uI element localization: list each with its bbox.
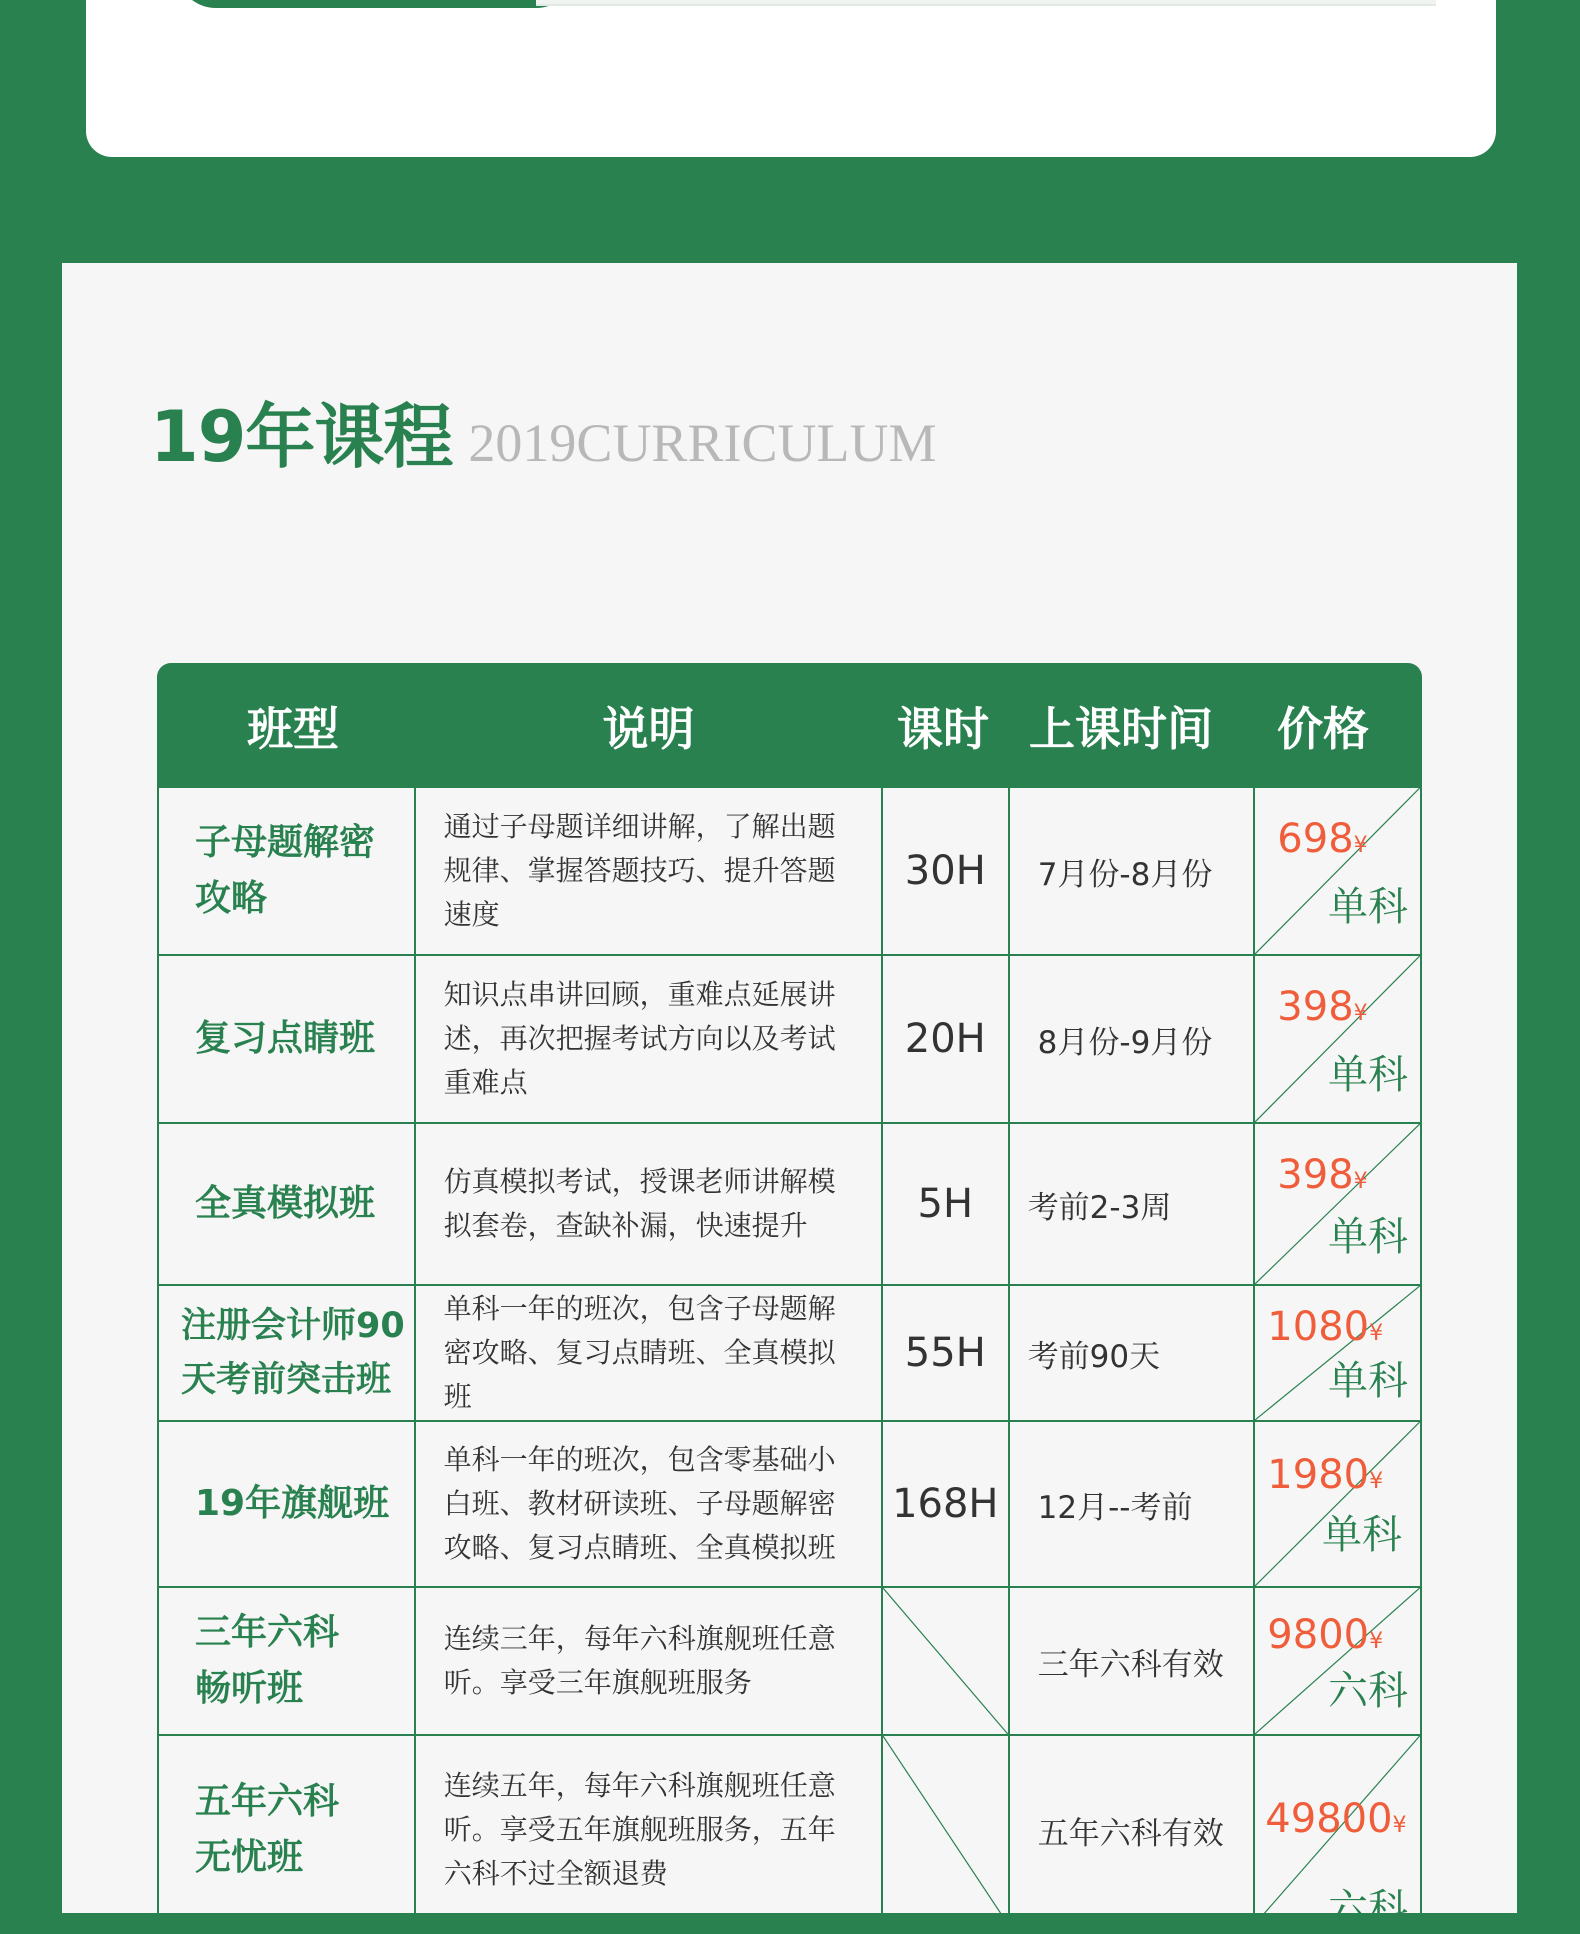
header-price: 价格 — [1277, 701, 1369, 756]
previous-section-card — [86, 0, 1496, 157]
price-currency: ¥ — [1353, 1169, 1368, 1194]
price-cell — [1255, 1588, 1422, 1734]
header-class-type: 班型 — [247, 701, 339, 756]
price-unit: 单科 — [1328, 1358, 1409, 1404]
table-row — [157, 1124, 1422, 1286]
section-title — [150, 381, 936, 482]
header-description: 说明 — [602, 701, 695, 756]
hours-empty-cell — [883, 1588, 1010, 1734]
class-schedule: 考前90天 — [1027, 1338, 1161, 1375]
class-schedule: 五年六科有效 — [1037, 1815, 1224, 1852]
class-hours: 30H — [904, 848, 986, 894]
class-hours: 20H — [904, 1016, 986, 1062]
class-hours: 55H — [904, 1330, 986, 1376]
class-schedule: 8月份-9月份 — [1037, 1024, 1213, 1061]
price-value: 1080 — [1267, 1304, 1370, 1350]
empty-divider-line — [883, 1588, 1008, 1734]
table-row — [157, 1286, 1422, 1422]
price-currency: ¥ — [1369, 1321, 1384, 1346]
class-description: 连续五年，每年六科旗舰班任意听。享受五年旗舰班服务，五年六科不过全额退费 — [443, 1769, 836, 1890]
price-value: 698 — [1277, 816, 1354, 862]
class-description: 连续三年，每年六科旗舰班任意听。享受三年旗舰班服务 — [443, 1622, 836, 1699]
class-name: 19年旗舰班 — [195, 1483, 390, 1524]
section-title-cn: 19年课程 — [150, 396, 453, 478]
table-row — [157, 1736, 1422, 1932]
price-currency: ¥ — [1353, 1001, 1368, 1026]
header-hours: 课时 — [897, 701, 989, 756]
class-name: 子母题解密攻略 — [195, 822, 376, 919]
class-name: 三年六科畅听班 — [195, 1612, 340, 1709]
class-schedule: 12月--考前 — [1037, 1489, 1193, 1526]
section-title-en: 2019CURRICULUM — [468, 413, 937, 473]
table-row — [157, 1422, 1422, 1588]
price-value: 9800 — [1267, 1612, 1370, 1658]
header-schedule: 上课时间 — [1029, 701, 1213, 756]
class-description: 单科一年的班次，包含零基础小白班、教材研读班、子母题解密攻略、复习点睛班、全真模拟班 — [443, 1443, 836, 1564]
table-row — [157, 956, 1422, 1124]
hours-empty-cell — [883, 1736, 1010, 1924]
price-unit: 单科 — [1328, 884, 1408, 930]
curriculum-panel — [62, 263, 1517, 1932]
price-cell — [1255, 1736, 1422, 1932]
light-input-bar — [536, 0, 1436, 6]
class-name: 全真模拟班 — [195, 1183, 376, 1224]
class-description: 仿真模拟考试，授课老师讲解模拟套卷，查缺补漏，快速提升 — [443, 1165, 836, 1242]
price-cell — [1255, 1124, 1422, 1284]
table-header — [157, 663, 1422, 788]
table-row — [157, 1588, 1422, 1736]
class-description: 知识点串讲回顾，重难点延展讲述，再次把握考试方向以及考试重难点 — [443, 978, 836, 1099]
price-value: 398 — [1277, 1152, 1354, 1198]
price-unit: 六科 — [1327, 1886, 1408, 1932]
table-row — [157, 788, 1422, 956]
class-name: 五年六科无忧班 — [195, 1781, 340, 1878]
class-schedule: 考前2-3周 — [1027, 1189, 1172, 1226]
price-unit: 单科 — [1328, 1214, 1409, 1260]
class-schedule: 三年六科有效 — [1037, 1646, 1224, 1683]
class-description: 单科一年的班次，包含子母题解密攻略、复习点睛班、全真模拟班 — [443, 1292, 836, 1413]
price-currency: ¥ — [1369, 1629, 1384, 1654]
price-currency: ¥ — [1392, 1813, 1407, 1838]
price-unit: 六科 — [1327, 1668, 1408, 1714]
price-cell — [1255, 1422, 1422, 1586]
class-description: 通过子母题详细讲解，了解出题规律、掌握答题技巧、提升答题速度 — [443, 810, 836, 931]
price-cell — [1255, 956, 1422, 1122]
price-unit: 单科 — [1328, 1052, 1408, 1098]
price-currency: ¥ — [1369, 1469, 1384, 1494]
green-pill-tab — [176, 0, 576, 8]
price-value: 49800 — [1265, 1796, 1393, 1842]
class-hours: 5H — [917, 1181, 974, 1227]
empty-divider-line — [883, 1736, 1008, 1924]
class-schedule: 7月份-8月份 — [1037, 856, 1213, 893]
price-cell — [1255, 788, 1422, 954]
class-name: 注册会计师90天考前突击班 — [181, 1306, 405, 1400]
curriculum-table — [157, 663, 1422, 1932]
price-cell — [1255, 1286, 1422, 1420]
class-name: 复习点睛班 — [195, 1018, 376, 1059]
price-value: 1980 — [1267, 1452, 1370, 1498]
price-value: 398 — [1277, 984, 1354, 1030]
class-hours: 168H — [892, 1481, 999, 1527]
price-currency: ¥ — [1353, 833, 1368, 858]
price-unit: 单科 — [1322, 1512, 1402, 1558]
